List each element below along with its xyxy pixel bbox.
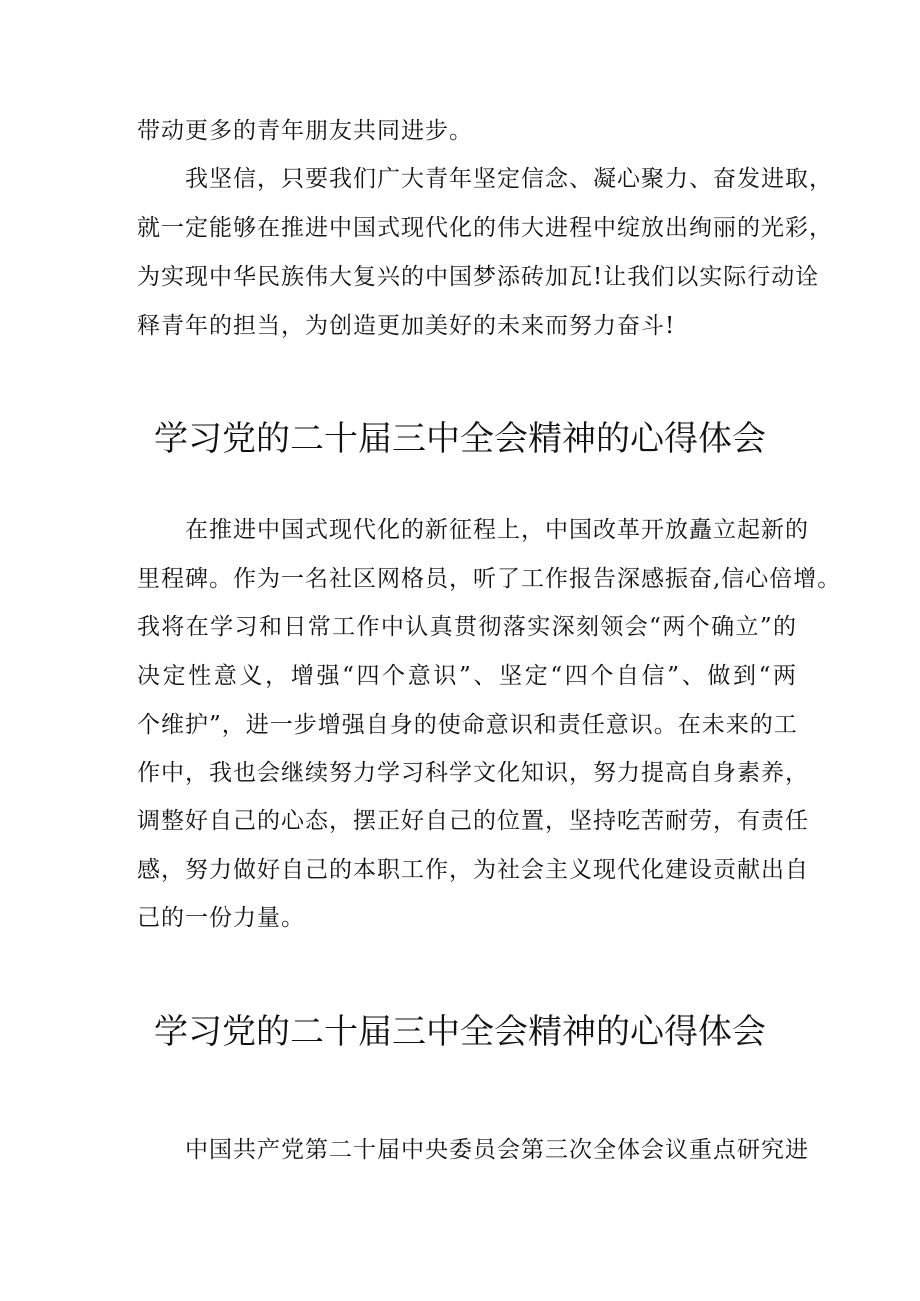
paragraph-1-line-1: 带动更多的青年朋友共同进步。 [137, 118, 473, 144]
section-1-line-6: 作中，我也会继续努力学习科学文化知识，努力提高自身素养， [137, 760, 809, 786]
paragraph-2-line-1: 我坚信，只要我们广大青年坚定信念、凝心聚力、奋发进取， [185, 166, 833, 192]
paragraph-2-line-3: 为实现中华民族伟大复兴的中国梦添砖加瓦!让我们以实际行动诠 [137, 264, 820, 290]
section-1-line-3: 我将在学习和日常工作中认真贯彻落实深刻领会“两个确立”的 [137, 614, 797, 640]
paragraph-2-line-4: 释青年的担当，为创造更加美好的未来而努力奋斗! [137, 313, 676, 339]
section-1-title: 学习党的二十届三中全会精神的心得体会 [154, 419, 766, 459]
paragraph-2-line-2: 就一定能够在推进中国式现代化的伟大进程中绽放出绚丽的光彩， [137, 215, 833, 241]
section-1-line-7: 调整好自己的心态，摆正好自己的位置，坚持吃苦耐劳，有责任 [137, 808, 809, 834]
section-2-title: 学习党的二十届三中全会精神的心得体会 [154, 1012, 766, 1052]
section-1-line-1: 在推进中国式现代化的新征程上，中国改革开放矗立起新的 [185, 517, 809, 543]
section-1-line-2: 里程碑。作为一名社区网格员，听了工作报告深感振奋,信心倍增。 [137, 566, 842, 592]
section-1-line-8: 感，努力做好自己的本职工作，为社会主义现代化建设贡献出自 [137, 857, 809, 883]
section-2-line-1: 中国共产党第二十届中央委员会第三次全体会议重点研究进 [185, 1137, 809, 1163]
section-1-line-9: 己的一份力量。 [137, 905, 305, 931]
section-1-line-5: 个维护”，进一步增强自身的使命意识和责任意识。在未来的工 [137, 712, 798, 738]
section-1-line-4: 决定性意义，增强“四个意识”、坚定“四个自信”、做到“两 [137, 663, 797, 689]
